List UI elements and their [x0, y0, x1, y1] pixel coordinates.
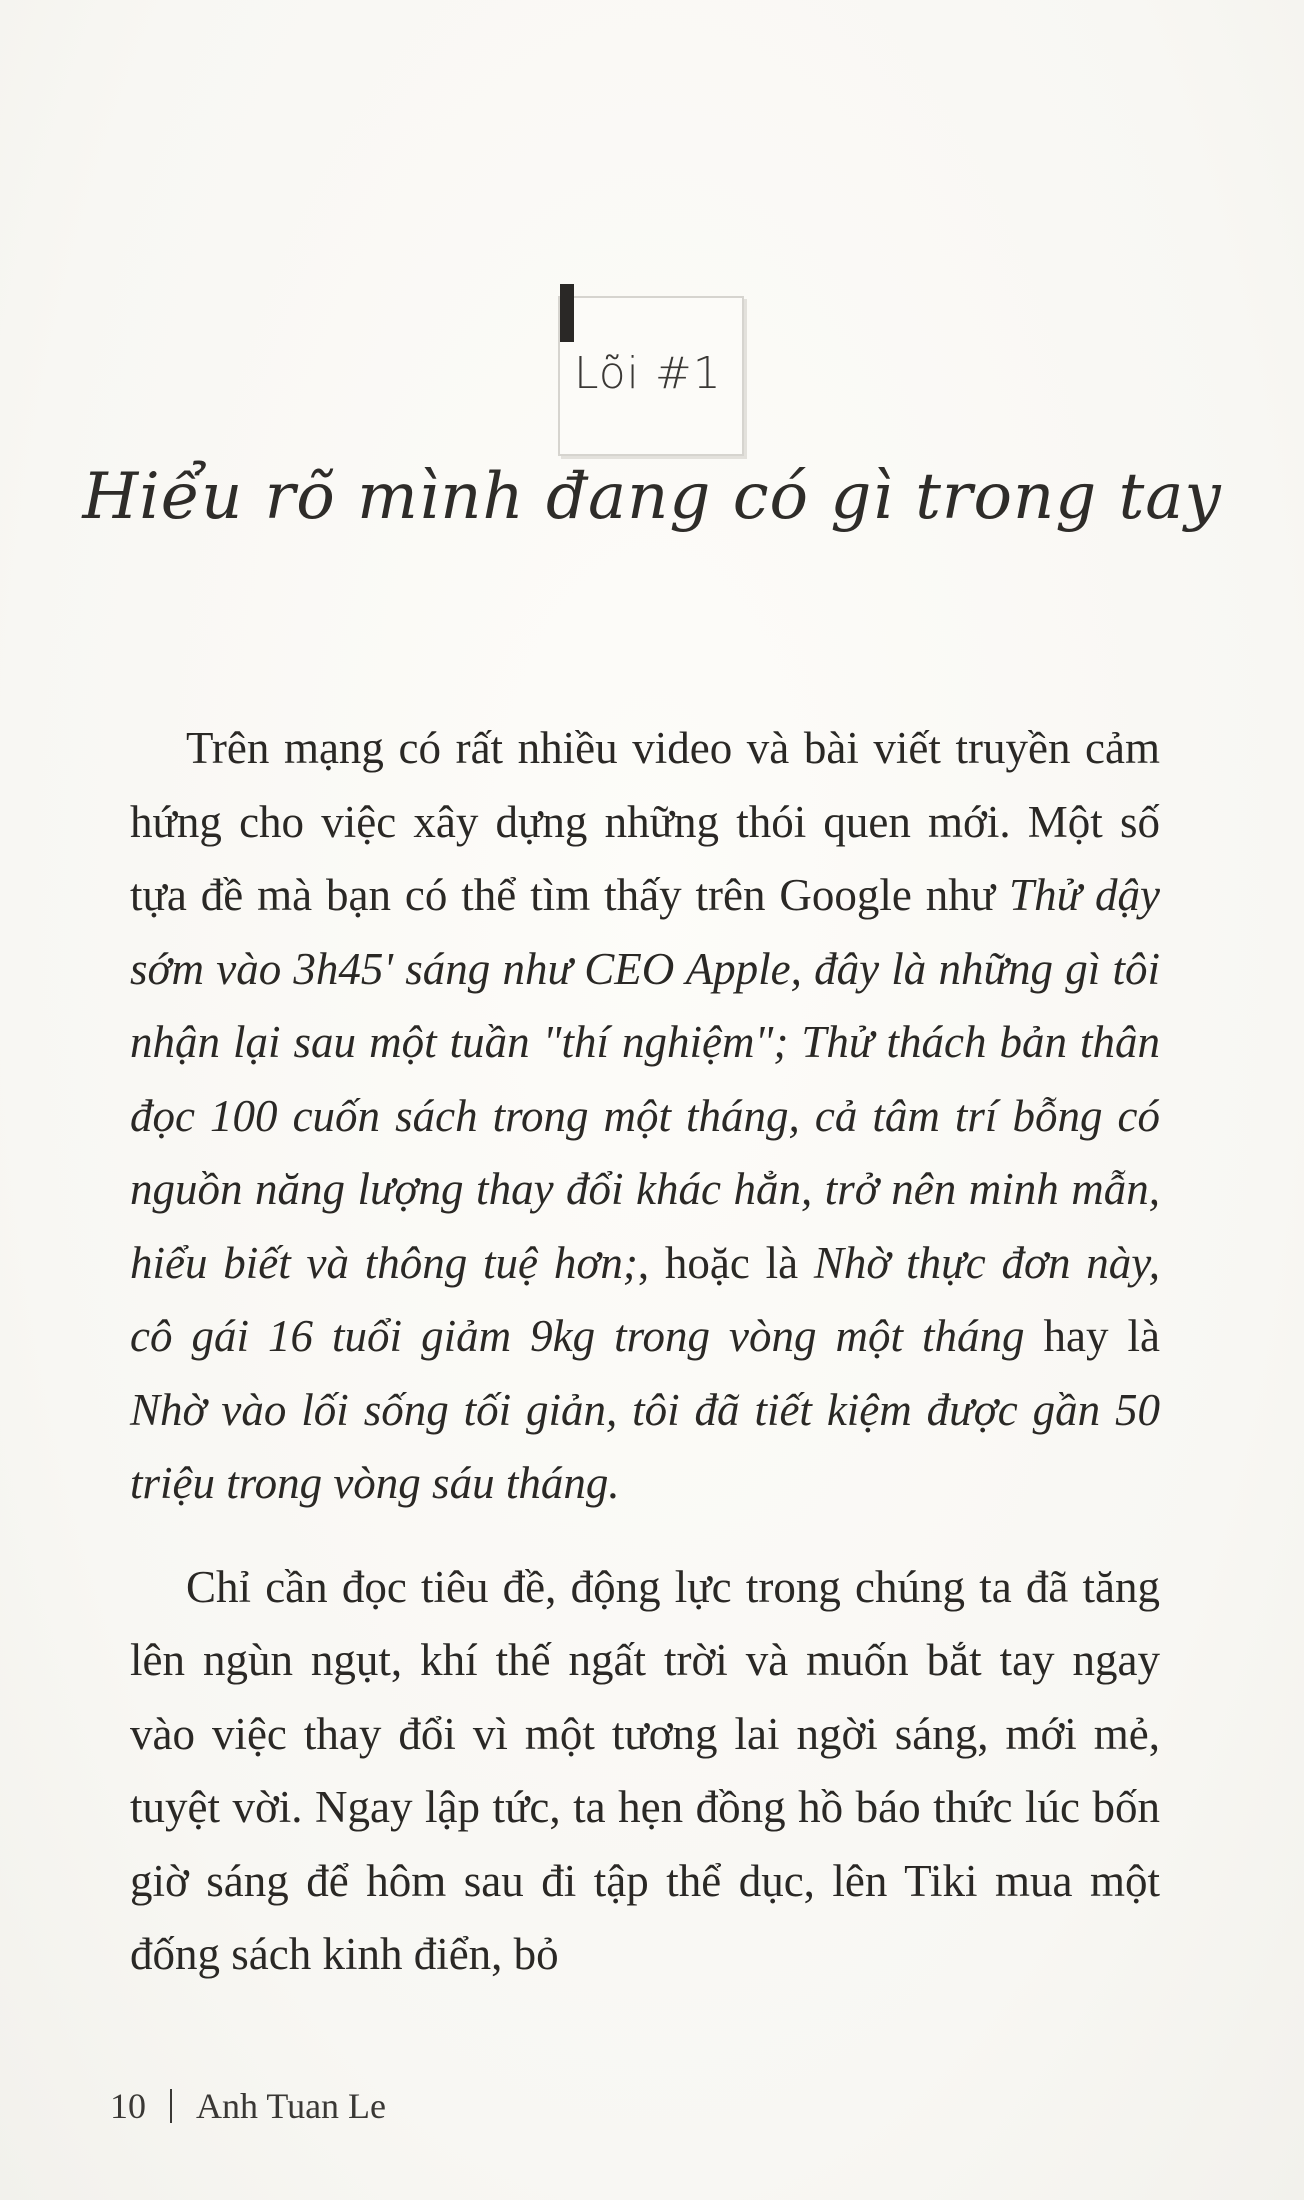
author-name: Anh Tuan Le — [196, 2086, 387, 2126]
paragraph-1-segment-4: Nhờ thực đơn này, cô gái 16 tuổi giảm 9kg trong vòng một tháng — [130, 1237, 1161, 1361]
paragraph-1 — [130, 712, 1160, 1521]
paragraph-1-segment-1: Trên mạng có rất nhiều video và bài viết truyền cảm hứng cho việc xây dựng những thói quen mới. Một số tựa đề mà bạn có thể tìm thấy trên Google như — [130, 723, 1160, 920]
paragraph-2 — [130, 1551, 1160, 1992]
paragraph-1-segment-3: , hoặc là — [637, 1237, 814, 1288]
paragraph-1-segment-6: Nhờ vào lối sống tối giản, tôi đã tiết kiệm được gần 50 triệu trong vòng sáu tháng. — [130, 1384, 1160, 1508]
page-number: 10 — [110, 2086, 146, 2126]
chapter-tag-bar — [560, 284, 574, 342]
paragraph-2-segment-1: Chỉ cần đọc tiêu đề, động lực trong chúng ta đã tăng lên ngùn ngụt, khí thế ngất trời và muốn bắt tay ngay vào việc thay đổi vì một tương lai ngời sáng, mới mẻ, tuyệt vời. Ngay lập tức, ta hẹn đồng hồ báo thức lúc bốn giờ sáng để hôm sau đi tập thể dục, lên Tiki mua một đống sách kinh điển, bỏ — [130, 1561, 1160, 1979]
paragraph-1-segment-5: hay là — [1024, 1311, 1160, 1361]
footer-separator — [170, 2089, 172, 2123]
chapter-title: Hiểu rõ mình đang có gì trong tay — [82, 460, 1222, 534]
chapter-tag-label: Lõi #1 — [574, 348, 722, 399]
body-text — [130, 712, 1160, 1992]
paragraph-1-segment-2: Thử dậy sớm vào 3h45' sáng như CEO Apple, đây là những gì tôi nhận lại sau một tuần "thí nghiệm"; Thử thách bản thân đọc 100 cuốn sách trong một tháng, cả tâm trí bỗng có nguồn năng lượng thay đổi khác hẳn, trở nên minh mẫn, hiểu biết và thông tuệ hơn; — [130, 870, 1160, 1288]
page-footer — [110, 2085, 386, 2127]
